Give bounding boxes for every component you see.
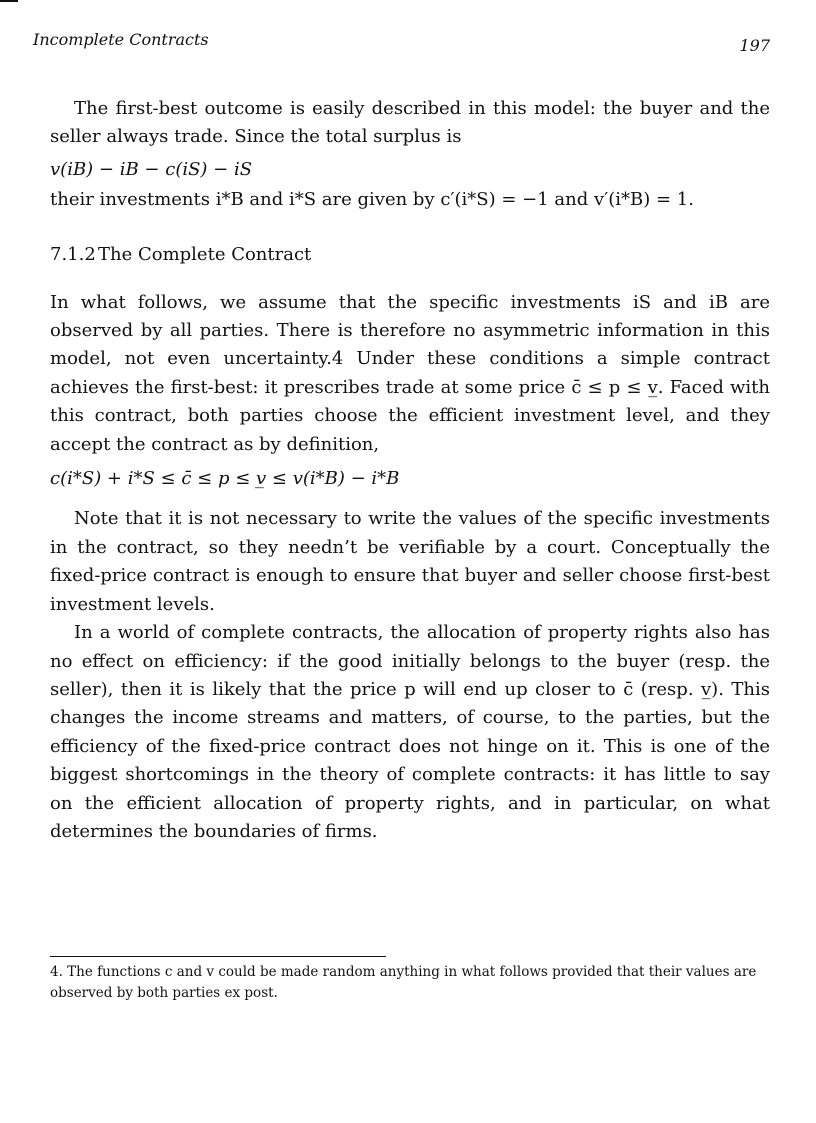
page-body xyxy=(50,95,770,846)
equation-total-surplus: v(iB) − iB − c(iS) − iS xyxy=(50,158,253,180)
page-header xyxy=(33,30,770,60)
running-head: Incomplete Contracts xyxy=(33,30,209,49)
equation-participation: c(i*S) + i*S ≤ c̄ ≤ p ≤ v̲ ≤ v(i*B) − i*B xyxy=(50,468,400,490)
footnote-rule xyxy=(50,956,386,957)
paragraph-complete-contract: In what follows, we assume that the specific investments iS and iB are observed by all parties. There is therefore no asymmetric information in this model, not even uncertainty.4 Under these conditions a simple contract achieves the first-best: it prescribes trade at some price c̄ ≤ p ≤ v̲. Faced with this contract, both parties choose the efficient investment level, and they accept the contract as by definition, xyxy=(50,291,770,455)
paragraph-property-rights: In a world of complete contracts, the allocation of property rights also has no effect on efficiency: if the good initially belongs to the buyer (resp. the seller), then it is likely that the price p will end up closer to c̄ (resp. v̲). This changes the income streams and matters, of course, to the parties, but the efficiency of the fixed-price contract does not hinge on it. This is one of the biggest shortcomings in the theory of complete contracts: it has little to say on the efficient allocation of property rights, and in particular, on what determines the boundaries of firms. xyxy=(50,622,770,842)
page-number: 197 xyxy=(739,36,770,55)
paragraph-investments: their investments i*B and i*S are given by c′(i*S) = −1 and v′(i*B) = 1. xyxy=(50,189,694,211)
paragraph-verifiability: Note that it is not necessary to write the values of the specific investments in the contract, so they needn’t be verifiable by a court. Conceptually the fixed-price contract is enough to ensure that buyer and seller choose first-best investment levels. xyxy=(50,508,770,615)
paragraph-first-best: The first-best outcome is easily described in this model: the buyer and the seller always trade. Since the total surplus is xyxy=(50,98,770,148)
scan-corner-mark xyxy=(0,0,18,2)
section-title: The Complete Contract xyxy=(98,243,312,265)
footnote-4: 4. The functions c and v could be made random anything in what follows provided that their values are observed by both parties ex post. xyxy=(50,964,757,1001)
section-number: 7.1.2 xyxy=(50,243,96,265)
section-heading xyxy=(50,241,770,269)
